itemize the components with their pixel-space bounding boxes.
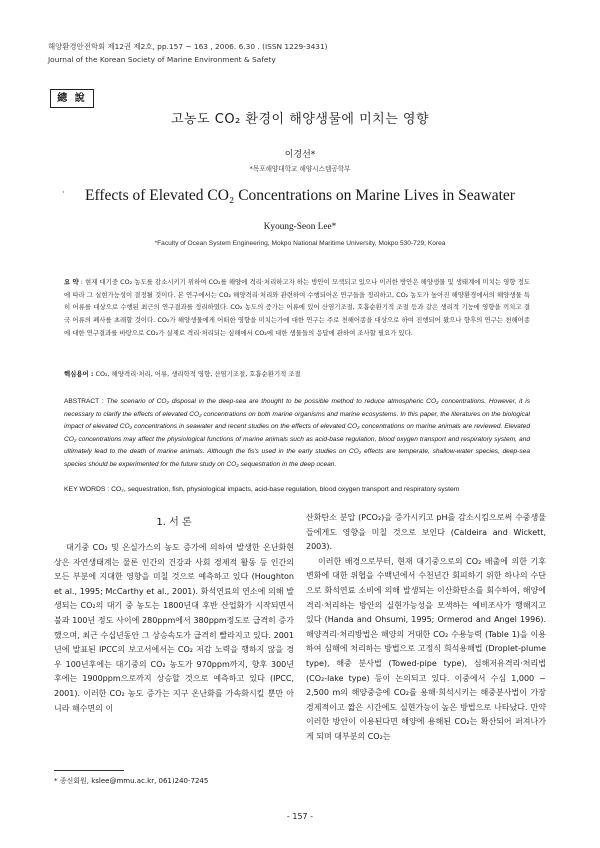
korean-affiliation: *목포해양대학교 해양시스템공학부: [249, 165, 351, 173]
english-abstract-text: The scenario of CO₂ disposal in the deep-sea are thought to be possible method to reduce atmospheric CO₂ concentrations. However, it is necessary to clarify the effects of elevated CO₂ concentrations on both marine organisms and marine ecosystems. In this paper, the literatures on the biological impact of elevated CO₂ concentrations in seawater and recent studies on the effects of elevated CO₂ concentrations on marine animals are reviewed. Elevated CO₂ concentrations may affect the physiological functions of marine animals such as acid-base regulation, blood oxygen transport and respiratory system, and ultimately lead to the death of marine animals. Although the fis's used in the early studies on CO₂ effects are temperate, shallow-water species, deep-sea species should be experimented for the future study on CO₂ sequestration in the deep ocean.: [64, 398, 531, 468]
section-heading: 1. 서 론: [156, 517, 192, 528]
right-column: [306, 511, 546, 745]
footnote: * 종신회원, kslee@mmu.ac.kr, 061)240-7245: [54, 777, 209, 785]
left-paragraph: 대기중 CO₂ 및 온실가스의 농도 증가에 의하여 발생한 온난화현상은 자연생태계는 물론 인간의 건강과 사회 경제적 활동 등 인간의 모든 부분에 지대한 영향을 미칠 것으로 예측하고 있다 (Houghton et al., 1995; McCarthy et al., 2001). 화석연료의 연소에 의해 발생되는 CO₂의 대기 중 농도는 1800년대 후반 산업화가 시작되면서 불과 100년 정도 사이에 280ppm에서 380ppm정도로 급격히 증가했으며, 최근 수십년동안 그 상승속도가 급격히 빨라지고 있다. 2001년에 발표된 IPCC의 보고서에서는 CO₂ 저감 노력을 행하지 않을 경우 100년후에는 대기중의 CO₂ 농도가 970ppm까지, 향후 300년 후에는 1900ppm으로까지 상승할 것으로 예측하고 있다 (IPCC, 2001). 이러한 CO₂ 농도 증가는 지구 온난화를 가속화시킬 뿐만 아니라 해수면의 이: [54, 543, 294, 713]
left-column: [54, 541, 294, 716]
korean-abstract-label: 요 약: [64, 278, 79, 286]
page-number: - 157 -: [286, 812, 314, 821]
korean-abstract-text: : 현재 대기중 CO₂ 농도를 감소시키기 위하여 CO₂를 해양에 격리·처리하고자 하는 방안이 모색되고 있으나 이러한 방안은 해양생물 및 생태계에 미치는 영향 정도에 따라 그 실현가능성이 결정될 것이다. 본 연구에서는 CO₂ 해양격리·처리와 관련하여 수행되어온 연구들을 정리하고, CO₂ 농도가 높아진 해양환경에서의 해양생물 특히 어류를 대상으로 수행된 최근의 연구결과를 정리하였다. CO₂ 농도의 증가는 어류에 있어 산염기조절, 호흡순환기적 조절 등과 같은 생리적 기능에 영향을 끼치고 결국 어류의 폐사를 초래할 것이다. CO₂가 해양생물에게 어떠한 영향을 미치는가에 대한 연구는 주로 천해어종을 대상으로 하여 진행되어 왔으나 향후의 연구는 천해어종에 대한 연구결과를 바탕으로 CO₂가 실제로 격리·처리되는 심해에서 CO₂에 대한 생물들의 응답에 관하여 조사할 필요가 있다.: [64, 278, 530, 337]
bullet-mark: ·: [62, 188, 65, 197]
right-paragraph: 이러한 배경으로부터, 현재 대기중으로의 CO₂ 배출에 의한 기후변화에 대한 위협을 수백년에서 수천년간 회피하기 위한 하나의 수단으로 화석연료 소비에 의해 발생되는 이산화탄소를 회수하여, 해양에 격리·처리하는 방안의 실현가능성을 모색하는 예비조사가 행해지고 있다 (Handa and Ohsumi, 1995; Ormerod and Angel 1996). 해양격리·처리방법은 해양의 거대한 CO₂ 수용능력 (Table 1)을 이용하여 심해에 처리하는 방법으로 고정식 희석용해법 (Droplet-plume type), 해중 분사법 (Towed-pipe type), 심해저유격리·처리법 (CO₂-lake type) 등이 논의되고 있다. 이중에서 수심 1,000 ~ 2,500 m의 해양중층에 CO₂를 용해·희석시키는 해중분사법이 가장 경제적이고 짧은 시간에도 실현가능이 높은 방법으로 나타났다. 만약 이러한 방안이 이용된다면 해양에 용해된 CO₂는 확산되어 퍼져나가게 되며 대부분의 CO₂는: [306, 556, 546, 741]
footnote-rule: [54, 770, 124, 771]
right-paragraph: 산화탄소 분압 (PCO₂)을 증가시키고 pH를 감소시킴으로써 수중생물들에게도 영향을 미칠 것으로 보인다 (Caldeira and Wickett, 2003).: [306, 513, 546, 552]
english-affiliation: *Faculty of Ocean System Engineering, Mokpo National Maritime University, Mokpo 530-729, Korea: [154, 240, 446, 247]
journal-name: Journal of the Korean Society of Marine Environment & Safety: [48, 55, 276, 64]
korean-keywords: [64, 368, 530, 381]
english-keywords: [64, 486, 544, 493]
english-keywords-label: KEY WORDS :: [64, 486, 110, 493]
korean-keywords-text: CO₂, 해양격리·처리, 어류, 생리학적 영향, 산염기조절, 호흡순환기적 조절: [95, 370, 301, 378]
korean-keywords-label: 핵심용어 :: [64, 370, 94, 378]
english-abstract: [64, 396, 530, 472]
journal-header: [48, 40, 328, 66]
english-title: Effects of Elevated CO₂ Concentrations on Marine Lives in Seawater: [85, 187, 515, 204]
english-author: Kyoung-Seon Lee*: [263, 222, 337, 232]
korean-abstract: [64, 276, 530, 340]
english-keywords-text: CO₂, sequestration, fish, physiological impacts, acid-base regulation, blood oxygen transport and respiratory system: [111, 486, 460, 493]
english-abstract-label: ABSTRACT :: [64, 398, 104, 405]
article-type-badge: 總 說: [50, 89, 94, 108]
journal-citation: 해양환경안전학회 제12권 제2호, pp.157 ~ 163 , 2006. 6.30 . (ISSN 1229-3431): [48, 42, 328, 51]
korean-author: 이경선*: [284, 150, 316, 160]
korean-title: 고농도 CO₂ 환경이 해양생물에 미치는 영향: [170, 112, 430, 127]
